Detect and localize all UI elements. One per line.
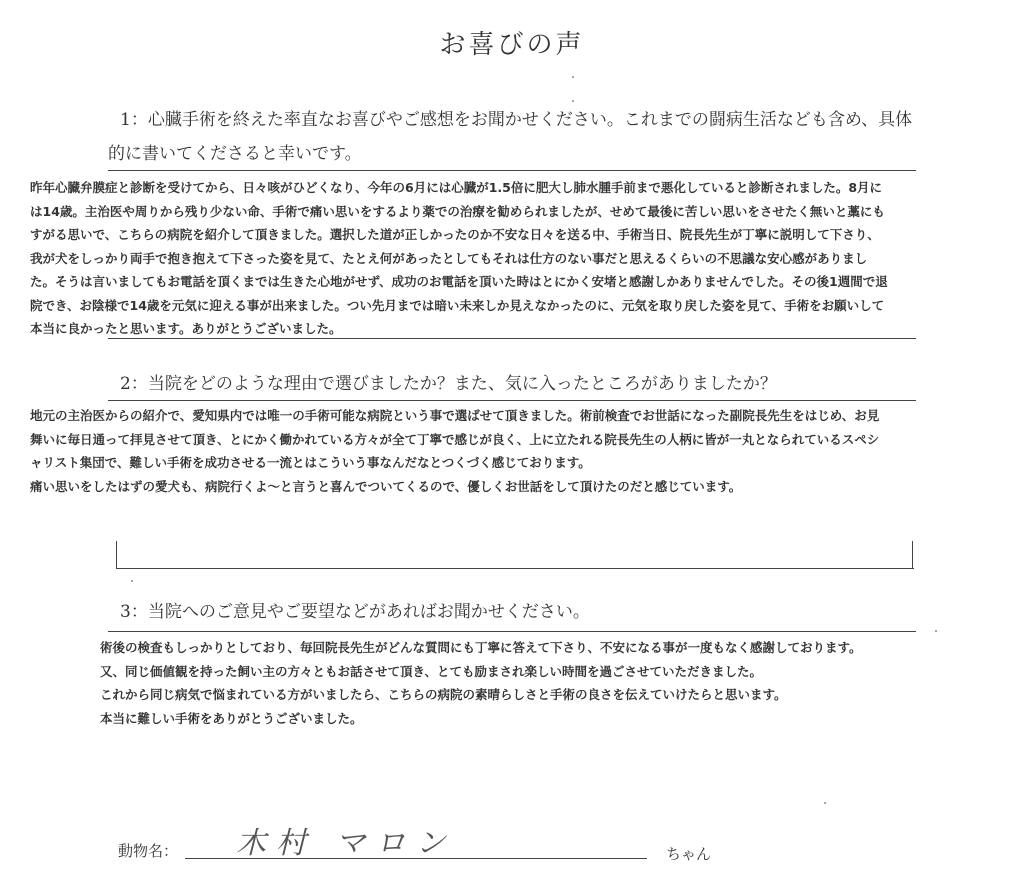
question-1-line-1: 1：心臓手術を終えた率直なお喜びやご感想をお聞かせください。これまでの闘病生活なども含め、具体 <box>120 110 913 130</box>
answer-1-bottom-rule <box>108 338 916 339</box>
scan-speck <box>131 580 133 582</box>
question-2: 2：当院をどのような理由で選びましたか？また、気に入ったところがありましたか？ <box>120 374 777 394</box>
scan-speck <box>935 630 937 632</box>
answer-2-bottom-rule <box>116 568 914 569</box>
answer-1-text: 昨年心臓弁膜症と診断を受けてから、日々咳がひどくなり、今年の6月には心臓が1.5倍に肥大し肺水腫手前まで悪化していると診断されました。8月に は14歳。主治医や周りから残り少ない命、手術で痛い思いをするより薬での治療を勧められましたが、せめて最後に苦しい思いをさせたく無いと藁にも すがる思いで、こちらの病院を紹介して頂きました。選択した道が正しかったのか不安な日々を送る中、手術当日、院長先生が丁寧に説明して下さり、 我が犬をしっかり両手で抱き抱えて下さった姿を見て、たとえ何があったとしてもそれは仕方のない事だと思えるくらいの不思議な安心感がありまし た。そうは言いましてもお電話を頂くまでは生きた心地がせず、成功のお電話を頂いた時はとにかく安堵と感謝しかありませんでした。その後1週間で退 院でき、お陰様で14歳を元気に迎える事が出来ました。つい先月までは暗い未来しか見えなかったのに、元気を取り戻した姿を見て、手術をお願いして 本当に良かったと思います。ありがとうございました。 <box>30 180 888 336</box>
scan-speck <box>572 100 574 102</box>
page-title: お喜びの声 <box>439 30 585 60</box>
animal-name-underline <box>185 858 647 859</box>
answer-2-left-edge <box>116 541 117 569</box>
question-1-line-2: 的に書いてくださると幸いです。 <box>108 144 362 164</box>
question-3: 3：当院へのご意見やご要望などがあればお聞かせください。 <box>120 602 590 622</box>
answer-2-right-edge <box>912 541 913 569</box>
animal-name-suffix: ちゃん <box>666 845 712 863</box>
scan-speck <box>572 76 574 78</box>
answer-3-top-rule <box>108 631 916 632</box>
scan-speck <box>824 802 826 804</box>
answer-1-top-rule <box>108 170 916 171</box>
answer-2-text: 地元の主治医からの紹介で、愛知県内では唯一の手術可能な病院という事で選ばせて頂きました。術前検査でお世話になった副院長先生をはじめ、お見 舞いに毎日通って拝見させて頂き、とにかく働かれている方々が全て丁寧で感じが良く、上に立たれる院長先生の人柄に皆が一丸となられているスペシ ャリスト集団で、難しい手術を成功させる一流とはこういう事なんだなとつくづく感じております。 痛い思いをしたはずの愛犬も、病院行くよ〜と言うと喜んでついてくるので、優しくお世話をして頂けたのだと感じています。 <box>30 408 880 494</box>
animal-name-label: 動物名： <box>118 842 179 860</box>
answer-2-top-rule <box>108 400 916 401</box>
animal-name-signature: 木村 マロン <box>236 826 456 861</box>
answer-3-text: 術後の検査もしっかりとしており、毎回院長先生がどんな質問にも丁寧に答えて下さり、不安になる事が一度もなく感謝しております。 又、同じ価値観を持った飼い主の方々ともお話させて頂き、とても励まされ楽しい時間を過ごさせていただきました。 これから同じ病気で悩まれている方がいましたら、こちらの病院の素晴らしさと手術の良さを伝えていけたらと思います。 本当に難しい手術をありがとうございました。 <box>100 640 862 726</box>
